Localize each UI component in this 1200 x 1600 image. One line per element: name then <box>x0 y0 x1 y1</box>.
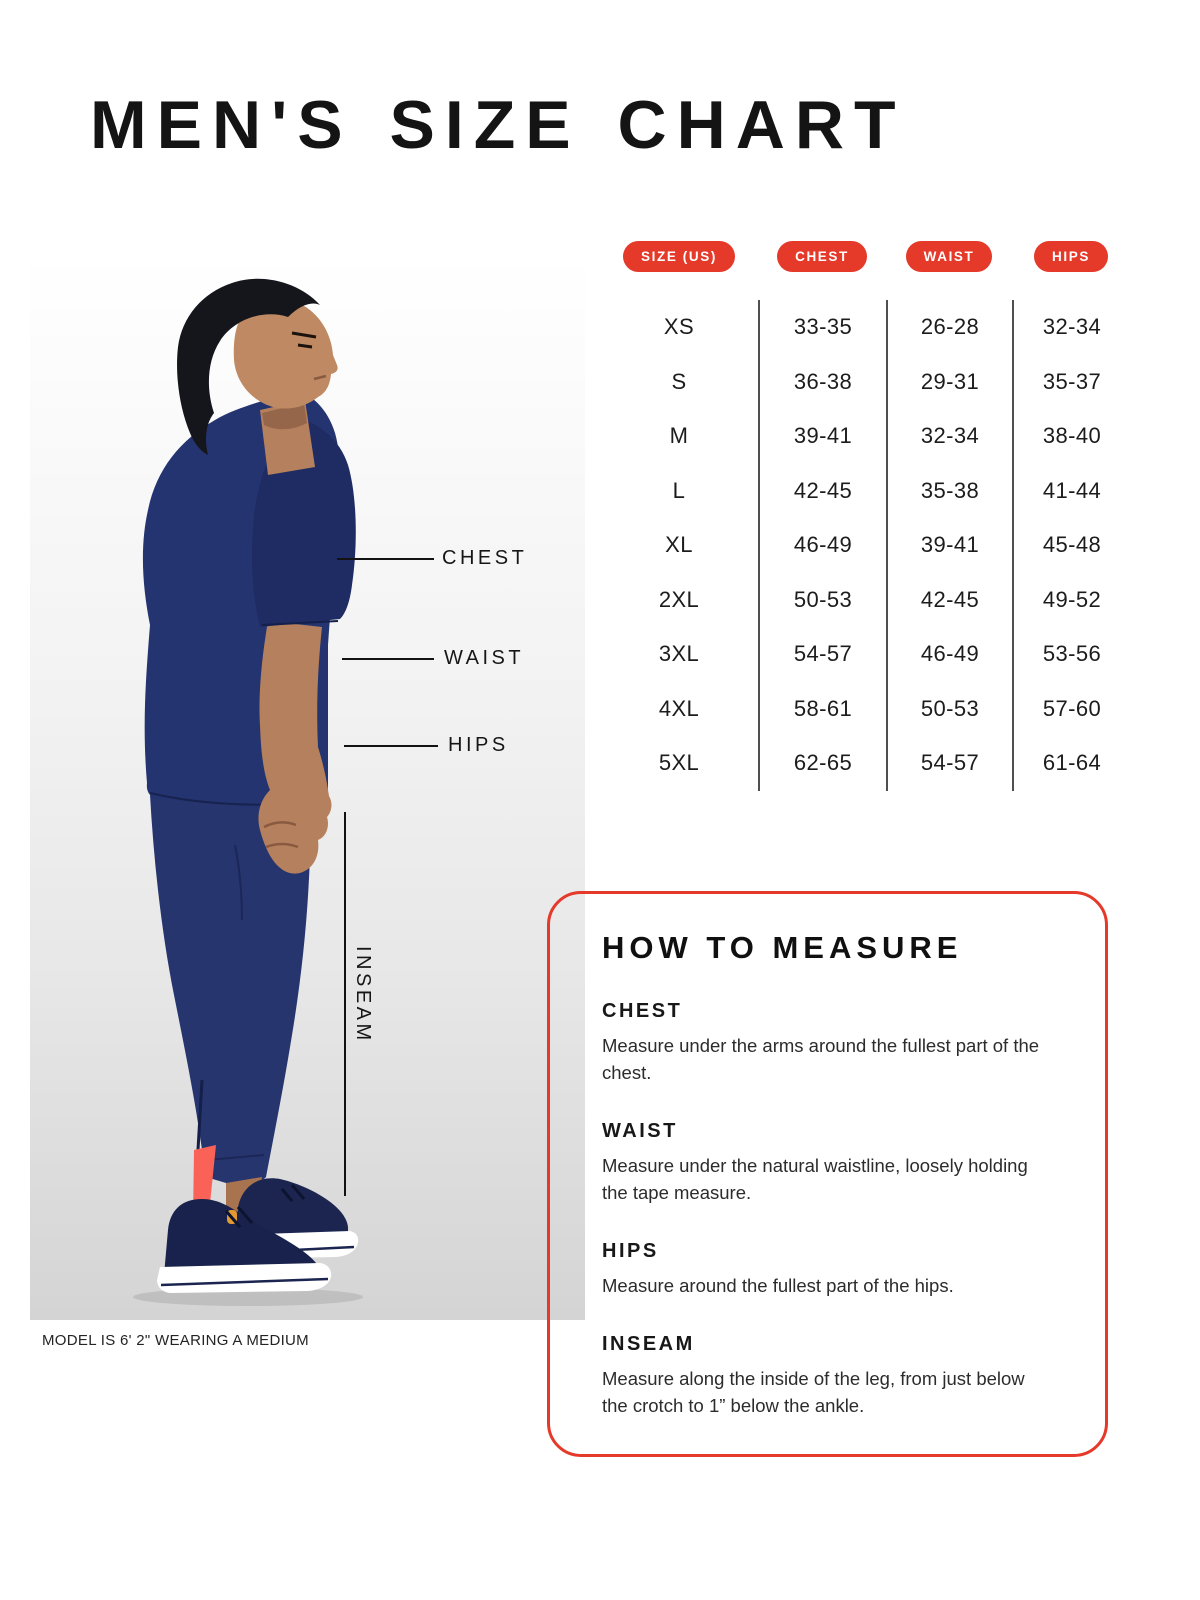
table-cell: 53-56 <box>1012 627 1130 682</box>
table-cell: XS <box>663 314 695 340</box>
section-body-hips: Measure around the fullest part of the hips. <box>602 1275 954 1296</box>
how-to-measure-title: HOW TO MEASURE <box>602 930 963 965</box>
table-cell: 61-64 <box>1012 736 1130 791</box>
inseam-label: INSEAM <box>352 946 374 1044</box>
chest-pointer-line <box>337 558 434 560</box>
table-cell: 32-34 <box>886 409 1012 464</box>
table-cell: 33-35 <box>758 300 886 355</box>
inseam-pointer-line <box>344 812 346 1196</box>
size-table-rows <box>600 300 1130 791</box>
table-cell: 5XL <box>658 750 700 776</box>
section-body-chest: Measure under the arms around the fullest part of the chest. <box>602 1035 1040 1083</box>
header-pill-hips: HIPS <box>1034 241 1108 272</box>
table-cell: 58-61 <box>758 682 886 737</box>
table-row <box>600 573 1130 628</box>
section-heading-hips: HIPS <box>602 1240 659 1262</box>
table-cell: 46-49 <box>758 518 886 573</box>
model-caption: MODEL IS 6' 2" WEARING A MEDIUM <box>42 1332 309 1349</box>
table-row <box>600 355 1130 410</box>
table-row <box>600 464 1130 519</box>
table-cell: 50-53 <box>758 573 886 628</box>
table-cell: 45-48 <box>1012 518 1130 573</box>
header-pill-chest: CHEST <box>777 241 867 272</box>
how-to-measure-box <box>547 891 1108 1457</box>
table-cell: 35-38 <box>886 464 1012 519</box>
table-cell: 50-53 <box>886 682 1012 737</box>
table-cell: 3XL <box>658 641 700 667</box>
hips-pointer-line <box>344 745 438 747</box>
table-row <box>600 736 1130 791</box>
table-cell: 38-40 <box>1012 409 1130 464</box>
section-heading-chest: CHEST <box>602 1000 683 1022</box>
table-cell: 26-28 <box>886 300 1012 355</box>
waist-pointer-line <box>342 658 434 660</box>
header-pill-waist: WAIST <box>906 241 993 272</box>
waist-label: WAIST <box>444 647 525 669</box>
table-cell: 57-60 <box>1012 682 1130 737</box>
chest-label: CHEST <box>442 547 528 569</box>
table-cell: L <box>672 477 686 503</box>
table-cell: 36-38 <box>758 355 886 410</box>
table-cell: 32-34 <box>1012 300 1130 355</box>
table-cell: 42-45 <box>758 464 886 519</box>
section-body-waist: Measure under the natural waistline, loosely holding the tape measure. <box>602 1155 1028 1203</box>
table-cell: 41-44 <box>1012 464 1130 519</box>
table-cell: 42-45 <box>886 573 1012 628</box>
section-body-inseam: Measure along the inside of the leg, from just below the crotch to 1” below the ankle. <box>602 1368 1025 1416</box>
table-cell: 62-65 <box>758 736 886 791</box>
table-row <box>600 627 1130 682</box>
size-table-headers <box>600 241 1130 272</box>
table-cell: 54-57 <box>886 736 1012 791</box>
model-photo <box>30 255 585 1320</box>
table-row <box>600 409 1130 464</box>
page-title: MEN'S SIZE CHART <box>90 87 906 163</box>
table-cell: 4XL <box>658 695 700 721</box>
table-cell: 49-52 <box>1012 573 1130 628</box>
table-cell: 39-41 <box>758 409 886 464</box>
table-cell: S <box>671 368 687 394</box>
section-heading-inseam: INSEAM <box>602 1333 695 1355</box>
table-cell: 46-49 <box>886 627 1012 682</box>
hips-label: HIPS <box>448 734 509 756</box>
table-cell: XL <box>665 532 693 558</box>
table-cell: 54-57 <box>758 627 886 682</box>
header-pill-size: SIZE (US) <box>623 241 735 272</box>
table-cell: 35-37 <box>1012 355 1130 410</box>
table-cell: 2XL <box>658 586 700 612</box>
table-cell: 39-41 <box>886 518 1012 573</box>
table-row <box>600 682 1130 737</box>
section-heading-waist: WAIST <box>602 1120 678 1142</box>
table-row <box>600 518 1130 573</box>
table-cell: 29-31 <box>886 355 1012 410</box>
model-figure-illustration <box>30 255 585 1320</box>
table-row <box>600 300 1130 355</box>
table-cell: M <box>669 423 689 449</box>
